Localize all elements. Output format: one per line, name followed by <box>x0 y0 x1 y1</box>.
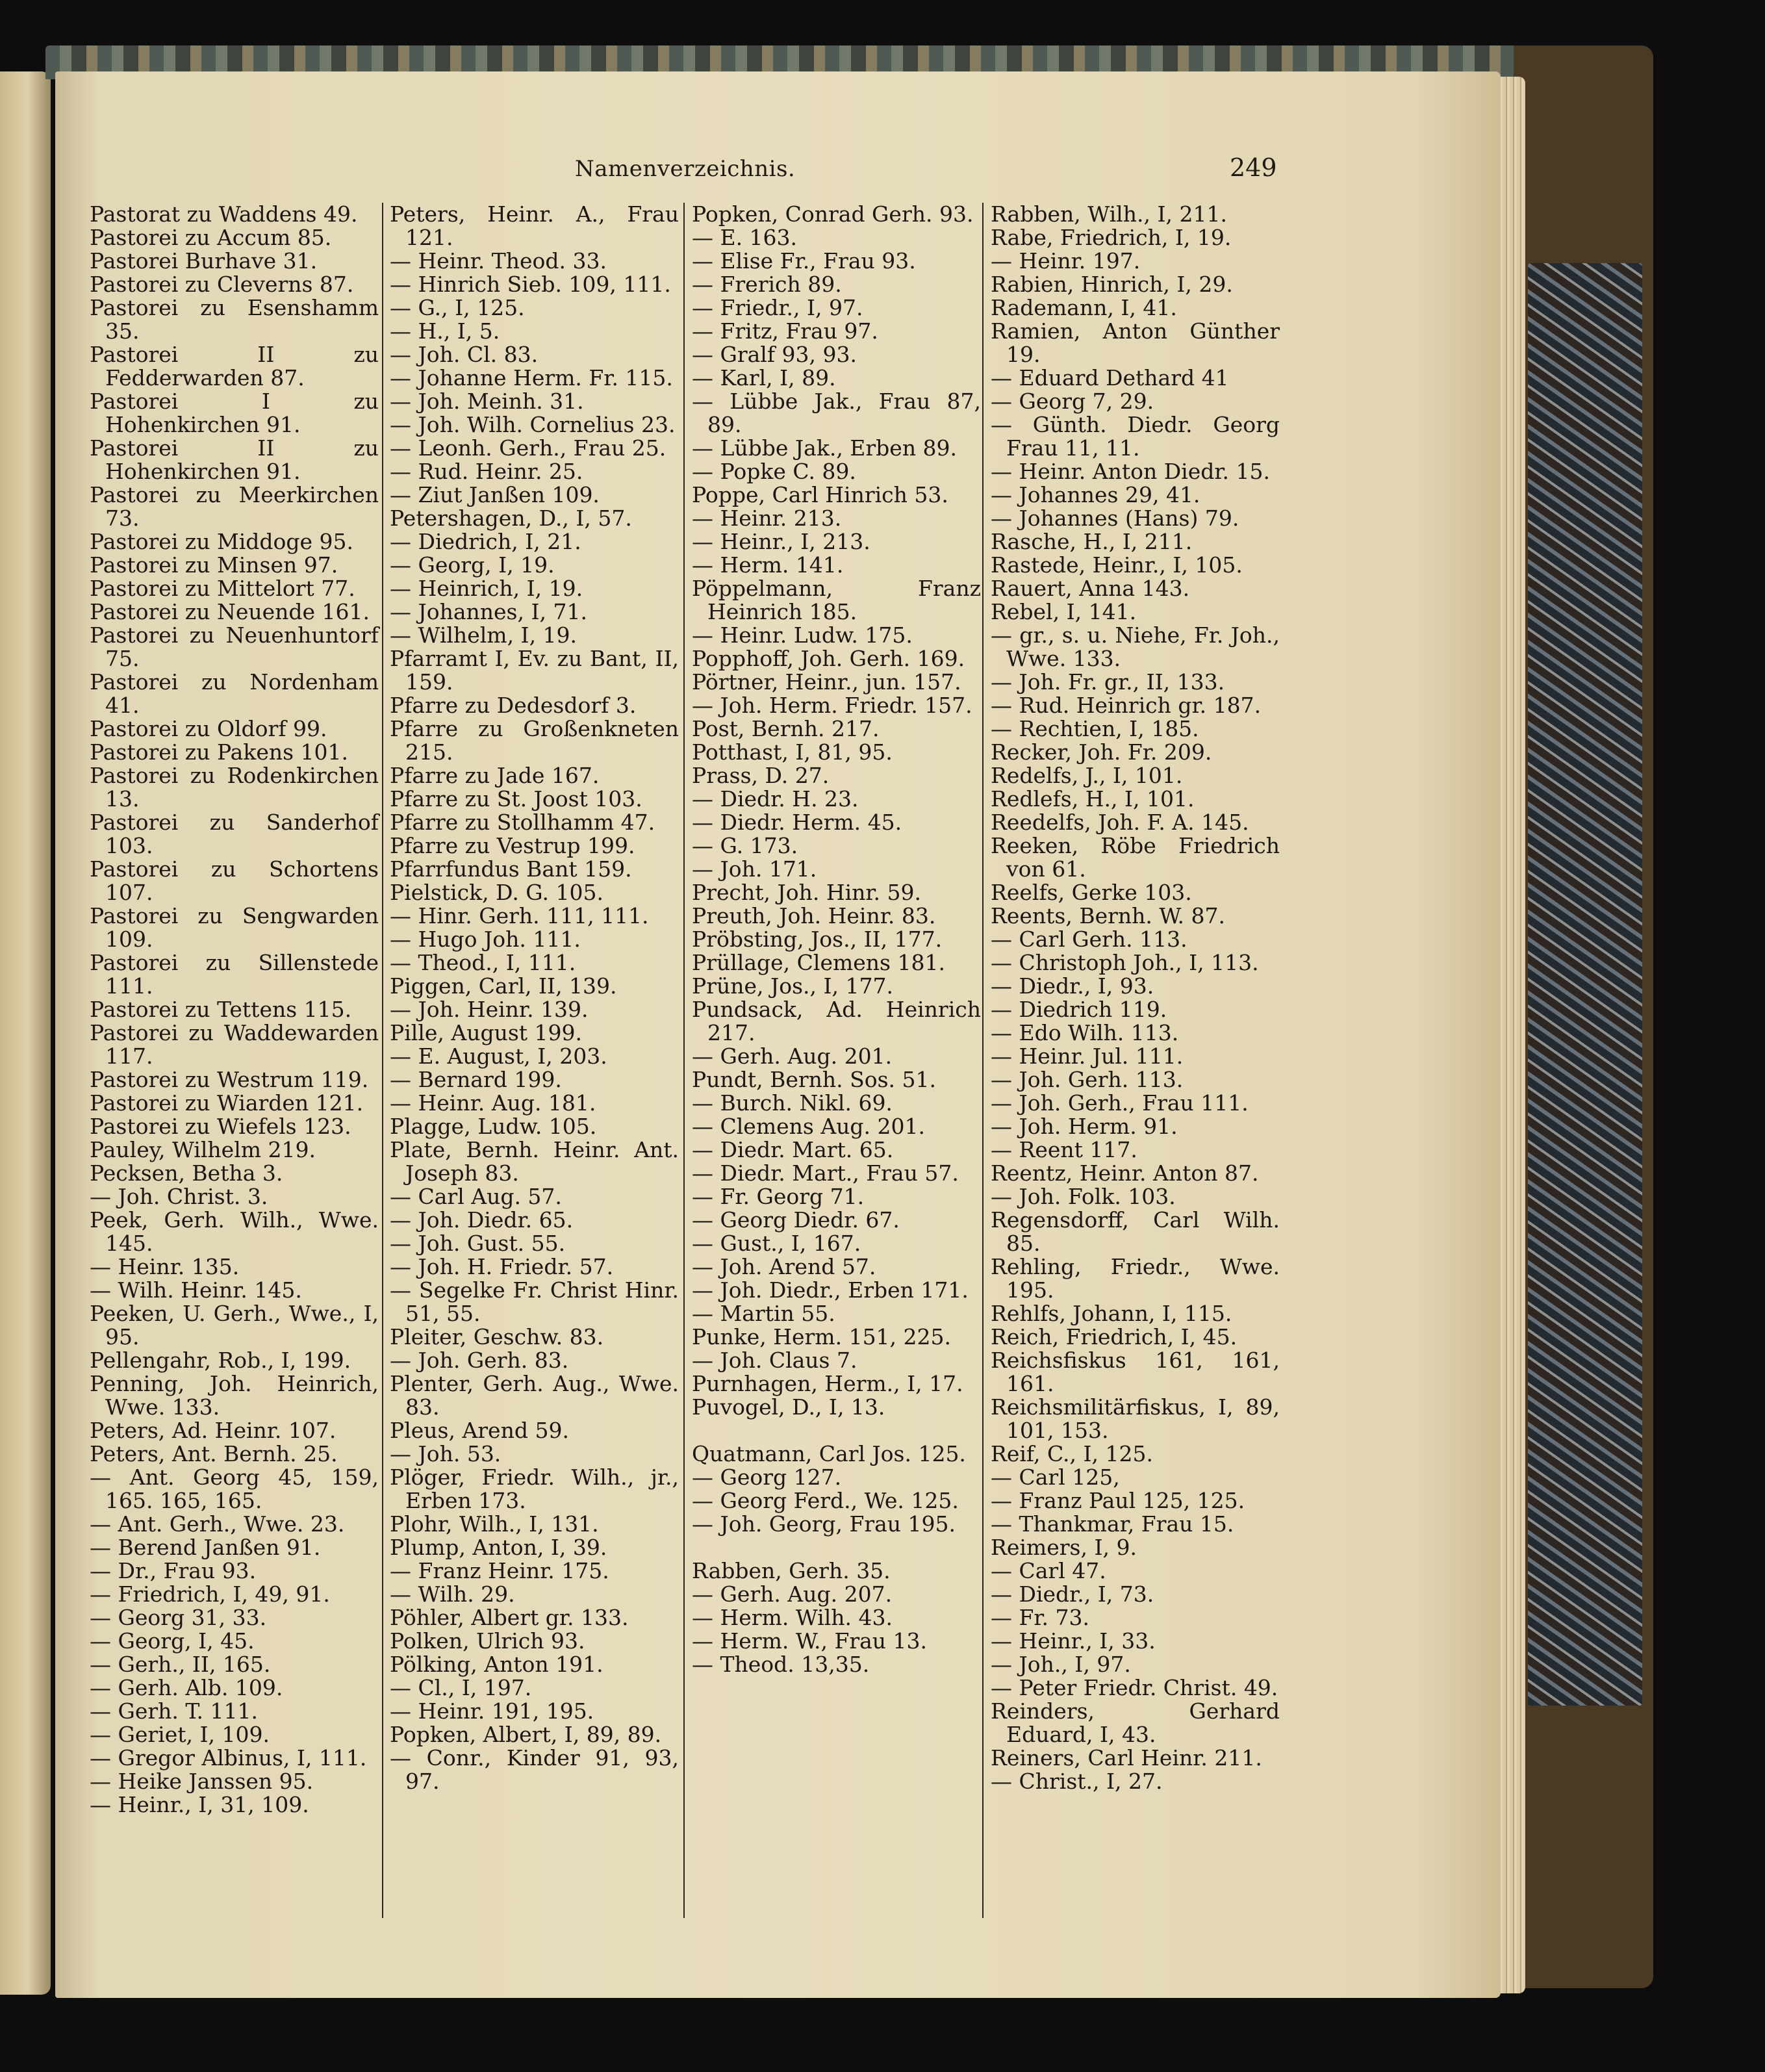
index-entry: — Heinr., I, 33. <box>991 1628 1156 1654</box>
index-entry: — Karl, I, 89. <box>692 365 836 390</box>
index-entry: — Elise Fr., Frau 93. <box>692 248 916 274</box>
index-entry: Rastede, Heinr., I, 105. <box>991 552 1243 578</box>
index-entry: — Joh. Georg, Frau 195. <box>692 1511 956 1537</box>
index-entry: Peters, Heinr. A., Frau 121. <box>390 201 679 250</box>
index-entry: Pastorei zu Mittelort 77. <box>90 576 355 601</box>
index-entry: Pöhler, Albert gr. 133. <box>390 1605 629 1630</box>
index-entry: — Burch. Nikl. 69. <box>692 1090 893 1116</box>
index-entry: — Carl 125, <box>991 1464 1120 1490</box>
index-entry: Pöppelmann, Franz Heinrich 185. <box>692 576 981 624</box>
index-entry: — Cl., I, 197. <box>390 1675 532 1700</box>
index-entry: Pröbsting, Jos., II, 177. <box>692 927 943 952</box>
index-entry: — H., I, 5. <box>390 318 500 344</box>
index-entry: Pastorei zu Westrum 119. <box>90 1067 369 1092</box>
index-entry: Rademann, I, 41. <box>991 295 1177 320</box>
index-entry: — Georg, I, 19. <box>390 552 555 578</box>
index-entry: — Joh. Cl. 83. <box>390 342 539 367</box>
index-entry: Potthast, I, 81, 95. <box>692 739 893 765</box>
index-entry: Popken, Conrad Gerh. 93. <box>692 201 974 227</box>
index-entry: — Joh. 171. <box>692 856 817 882</box>
index-entry: — E. 163. <box>692 225 798 250</box>
index-entry: Reedelfs, Joh. F. A. 145. <box>991 810 1249 835</box>
index-entry: Pastorei zu Waddewarden 117. <box>90 1020 379 1069</box>
index-entry: — Berend Janßen 91. <box>90 1535 321 1560</box>
index-entry: — Heinr. 213. <box>692 505 842 531</box>
index-entry: Prüllage, Clemens 181. <box>692 950 945 975</box>
index-entry: — Johannes 29, 41. <box>991 482 1200 507</box>
index-entry: — Peter Friedr. Christ. 49. <box>991 1675 1278 1700</box>
index-entry: — Diedr., I, 73. <box>991 1581 1154 1607</box>
index-entry: Pastorei zu Schortens 107. <box>90 856 379 905</box>
index-entry: Reichsfiskus 161, 161, 161. <box>991 1348 1280 1396</box>
index-entry: — Diedr. H. 23. <box>692 786 859 812</box>
index-entry: — Joh. Folk. 103. <box>991 1184 1176 1209</box>
index-entry: — Ant. Georg 45, 159, 165. 165, 165. <box>90 1464 379 1513</box>
index-entry: Reents, Bernh. W. 87. <box>991 903 1225 928</box>
index-entry: Pastorei zu Sengwarden 109. <box>90 903 379 952</box>
index-entry: — Diedr., I, 93. <box>991 973 1154 999</box>
index-entry: Pastorei zu Wiefels 123. <box>90 1114 351 1139</box>
index-entry: — Heinr. 135. <box>90 1254 240 1279</box>
index-entry: Pfarre zu Dedesdorf 3. <box>390 693 637 718</box>
index-entry: — Joh. Claus 7. <box>692 1348 857 1373</box>
index-entry: — Gerh. Aug. 207. <box>692 1581 893 1607</box>
page-number: 249 <box>1230 153 1277 182</box>
index-entry: — Lübbe Jak., Frau 87, 89. <box>692 389 981 437</box>
index-entry: — Conr., Kinder 91, 93, 97. <box>390 1745 679 1794</box>
index-entry: — Reent 117. <box>991 1137 1137 1162</box>
index-entry: Precht, Joh. Hinr. 59. <box>692 880 922 905</box>
index-entry: Rabien, Hinrich, I, 29. <box>991 272 1233 297</box>
index-entry: Pastorei zu Cleverns 87. <box>90 272 354 297</box>
index-entry: Pundt, Bernh. Sos. 51. <box>692 1067 936 1092</box>
index-entry: Ramien, Anton Günther 19. <box>991 318 1280 367</box>
index-entry: Penning, Joh. Heinrich, Wwe. 133. <box>90 1371 379 1420</box>
index-entry: Piggen, Carl, II, 139. <box>390 973 617 999</box>
index-entry: Polken, Ulrich 93. <box>390 1628 585 1654</box>
index-entry: — Gregor Albinus, I, 111. <box>90 1745 367 1771</box>
index-entry: — Eduard Dethard 41 <box>991 365 1229 390</box>
index-entry: Reif, C., I, 125. <box>991 1441 1153 1466</box>
index-entry: — Heinr. Aug. 181. <box>390 1090 596 1116</box>
index-entry: — Heinr. Jul. 111. <box>991 1043 1184 1069</box>
index-entry: Pastorei zu Wiarden 121. <box>90 1090 364 1116</box>
index-entry: — Friedrich, I, 49, 91. <box>90 1581 330 1607</box>
running-head <box>0 153 1765 195</box>
index-entry: — Herm. W., Frau 13. <box>692 1628 928 1654</box>
index-entry: — Georg 31, 33. <box>90 1605 267 1630</box>
index-entry: Pastorei I zu Hohenkirchen 91. <box>90 389 379 437</box>
index-entry: Rabben, Gerh. 35. <box>692 1558 891 1583</box>
index-entry: — Georg 127. <box>692 1464 842 1490</box>
index-entry: — Herm. 141. <box>692 552 844 578</box>
index-entry: Pecksen, Betha 3. <box>90 1160 283 1186</box>
index-entry: — Joh. Arend 57. <box>692 1254 876 1279</box>
index-entry: — Thankmar, Frau 15. <box>991 1511 1234 1537</box>
index-entry: — Clemens Aug. 201. <box>692 1114 925 1139</box>
index-entry: — Gust., I, 167. <box>692 1231 861 1256</box>
index-entry: — Joh. H. Friedr. 57. <box>390 1254 614 1279</box>
index-entry: Pfarramt I, Ev. zu Bant, II, 159. <box>390 646 679 695</box>
index-entry: — Joh. Christ. 3. <box>90 1184 268 1209</box>
index-entry: Plagge, Ludw. 105. <box>390 1114 597 1139</box>
index-entry: — Heinrich, I, 19. <box>390 576 583 601</box>
index-entry: Plohr, Wilh., I, 131. <box>390 1511 599 1537</box>
index-entry: Plate, Bernh. Heinr. Ant. Joseph 83. <box>390 1137 679 1186</box>
index-entry: Peters, Ant. Bernh. 25. <box>90 1441 338 1466</box>
index-entry: Pastorei zu Rodenkirchen 13. <box>90 763 379 812</box>
index-entry: Quatmann, Carl Jos. 125. <box>692 1441 966 1466</box>
index-entry: — Segelke Fr. Christ Hinr. 51, 55. <box>390 1277 679 1326</box>
marbled-cover-paper <box>1528 263 1642 1706</box>
index-entry: Rebel, I, 141. <box>991 599 1137 624</box>
index-entry: — Lübbe Jak., Erben 89. <box>692 435 958 461</box>
index-entry: — Heinr. Ludw. 175. <box>692 622 913 648</box>
index-entry: Pfarre zu Großenkneten 215. <box>390 716 679 765</box>
index-entry: — Georg Ferd., We. 125. <box>692 1488 959 1513</box>
index-entry: — Martin 55. <box>692 1301 835 1326</box>
index-entry: — Joh. Diedr. 65. <box>390 1207 574 1233</box>
index-entry: — G., I, 125. <box>390 295 525 320</box>
index-entry: Pastorei zu Nordenham 41. <box>90 669 379 718</box>
index-entry: — Diedrich 119. <box>991 997 1167 1022</box>
index-entry: Redelfs, J., I, 101. <box>991 763 1183 788</box>
index-entry: — Ant. Gerh., Wwe. 23. <box>90 1511 345 1537</box>
index-entry: — Popke C. 89. <box>692 459 856 484</box>
index-entry: — Carl Gerh. 113. <box>991 927 1187 952</box>
index-entry: Rehlfs, Johann, I, 115. <box>991 1301 1232 1326</box>
index-entry: Recker, Joh. Fr. 209. <box>991 739 1212 765</box>
index-entry: — Rechtien, I, 185. <box>991 716 1199 741</box>
index-entry: — Joh. Gerh., Frau 111. <box>991 1090 1249 1116</box>
index-entry: Popphoff, Joh. Gerh. 169. <box>692 646 965 671</box>
index-entry: Pastorei zu Accum 85. <box>90 225 332 250</box>
index-entry: — Gerh. Aug. 201. <box>692 1043 893 1069</box>
index-entry: — Christoph Joh., I, 113. <box>991 950 1259 975</box>
index-entry: Pielstick, D. G. 105. <box>390 880 603 905</box>
index-entry: Reimers, I, 9. <box>991 1535 1137 1560</box>
index-entry: — Herm. Wilh. 43. <box>692 1605 893 1630</box>
index-entry: — Geriet, I, 109. <box>90 1722 270 1747</box>
index-entry: Reich, Friedrich, I, 45. <box>991 1324 1238 1349</box>
index-entry: — Joh. Wilh. Cornelius 23. <box>390 412 676 437</box>
index-entry: Pastorei zu Sillenstede 111. <box>90 950 379 999</box>
index-entry: — Heinr., I, 213. <box>692 529 870 554</box>
index-entry: — Heinr., I, 31, 109. <box>90 1792 309 1817</box>
index-entry: Peeken, U. Gerh., Wwe., I, 95. <box>90 1301 379 1349</box>
index-entry: — Carl Aug. 57. <box>390 1184 562 1209</box>
index-entry: — Rud. Heinr. 25. <box>390 459 583 484</box>
index-entry: Rasche, H., I, 211. <box>991 529 1193 554</box>
index-entry: — Leonh. Gerh., Frau 25. <box>390 435 667 461</box>
index-entry: Pastorei zu Middoge 95. <box>90 529 354 554</box>
index-entry: — Hinr. Gerh. 111, 111. <box>390 903 649 928</box>
index-entry: — Franz Paul 125, 125. <box>991 1488 1245 1513</box>
index-entry: Pastorei zu Neuenhuntorf 75. <box>90 622 379 671</box>
index-column-4 <box>991 203 1280 1793</box>
index-entry: Pleiter, Geschw. 83. <box>390 1324 604 1349</box>
index-entry: — Joh. Herm. 91. <box>991 1114 1178 1139</box>
index-entry: Pfarrfundus Bant 159. <box>390 856 632 882</box>
index-entry: Pfarre zu Jade 167. <box>390 763 600 788</box>
index-entry: Pastorei Burhave 31. <box>90 248 318 274</box>
index-entry: — Carl 47. <box>991 1558 1106 1583</box>
index-entry: Pastorei zu Tettens 115. <box>90 997 352 1022</box>
index-entry: Petershagen, D., I, 57. <box>390 505 632 531</box>
index-entry: Post, Bernh. 217. <box>692 716 880 741</box>
index-entry: Pauley, Wilhelm 219. <box>90 1137 316 1162</box>
index-entry: Pastorei II zu Hohenkirchen 91. <box>90 435 379 484</box>
index-column-1 <box>90 203 379 1817</box>
index-entry: — Fr. Georg 71. <box>692 1184 865 1209</box>
index-entry: Puvogel, D., I, 13. <box>692 1394 885 1420</box>
index-entry: — Diedrich, I, 21. <box>390 529 581 554</box>
index-entry: — Hugo Joh. 111. <box>390 927 581 952</box>
index-entry: — Joh. 53. <box>390 1441 502 1466</box>
left-page-edge <box>0 71 51 1995</box>
index-entry: — Joh., I, 97. <box>991 1652 1131 1677</box>
index-entry: — Wilh. 29. <box>390 1581 515 1607</box>
index-entry: Pastorei zu Meerkirchen 73. <box>90 482 379 531</box>
index-entry: Plöger, Friedr. Wilh., jr., Erben 173. <box>390 1464 679 1513</box>
index-entry: Punke, Herm. 151, 225. <box>692 1324 952 1349</box>
index-entry: — Wilh. Heinr. 145. <box>90 1277 302 1303</box>
index-entry: Reelfs, Gerke 103. <box>991 880 1192 905</box>
index-entry: — Diedr. Mart., Frau 57. <box>692 1160 959 1186</box>
index-entry: Preuth, Joh. Heinr. 83. <box>692 903 936 928</box>
index-entry: Reeken, Röbe Friedrich von 61. <box>991 833 1280 882</box>
index-entry: — Joh. Meinh. 31. <box>390 389 584 414</box>
index-entry: — Joh. Heinr. 139. <box>390 997 589 1022</box>
index-entry: Poppe, Carl Hinrich 53. <box>692 482 948 507</box>
index-entry: Pellengahr, Rob., I, 199. <box>90 1348 351 1373</box>
index-entry: — Rud. Heinrich gr. 187. <box>991 693 1262 718</box>
index-entry: Pölking, Anton 191. <box>390 1652 603 1677</box>
index-entry: Pastorei zu Neuende 161. <box>90 599 370 624</box>
index-entry: Prass, D. 27. <box>692 763 830 788</box>
index-entry: Pille, August 199. <box>390 1020 583 1045</box>
index-entry: — Georg Diedr. 67. <box>692 1207 900 1233</box>
index-entry: Reinders, Gerhard Eduard, I, 43. <box>991 1698 1280 1747</box>
index-entry: Regensdorff, Carl Wilh. 85. <box>991 1207 1280 1256</box>
index-entry: — Edo Wilh. 113. <box>991 1020 1179 1045</box>
index-entry: — E. August, I, 203. <box>390 1043 607 1069</box>
index-entry: — Ziut Janßen 109. <box>390 482 600 507</box>
index-entry: — G. 173. <box>692 833 798 858</box>
index-column-3 <box>692 203 981 1676</box>
index-entry: — Gerh., II, 165. <box>90 1652 271 1677</box>
index-entry: Prüne, Jos., I, 177. <box>692 973 893 999</box>
index-entry: — Joh. Diedr., Erben 171. <box>692 1277 969 1303</box>
index-entry: Rehling, Friedr., Wwe. 195. <box>991 1254 1280 1303</box>
index-entry: Rabben, Wilh., I, 211. <box>991 201 1227 227</box>
index-entry: — Hinrich Sieb. 109, 111. <box>390 272 671 297</box>
index-entry: Rauert, Anna 143. <box>991 576 1190 601</box>
index-entry: — Wilhelm, I, 19. <box>390 622 578 648</box>
index-entry: Plenter, Gerh. Aug., Wwe. 83. <box>390 1371 679 1420</box>
index-entry: — Friedr., I, 97. <box>692 295 863 320</box>
index-entry: Peek, Gerh. Wilh., Wwe. 145. <box>90 1207 379 1256</box>
running-title: Namenverzeichnis. <box>575 156 796 182</box>
index-entry: — Georg, I, 45. <box>90 1628 255 1654</box>
index-entry: — Johannes (Hans) 79. <box>991 505 1239 531</box>
index-entry: — Dr., Frau 93. <box>90 1558 257 1583</box>
index-entry: — Christ., I, 27. <box>991 1769 1163 1794</box>
index-entry: — Johannes, I, 71. <box>390 599 587 624</box>
index-entry: Pastorat zu Waddens 49. <box>90 201 358 227</box>
index-entry: Rabe, Friedrich, I, 19. <box>991 225 1232 250</box>
index-entry: — Heinr. 191, 195. <box>390 1698 594 1724</box>
index-entry: — Heinr. Theod. 33. <box>390 248 607 274</box>
column-rule <box>982 203 984 1918</box>
index-entry: — Gerh. Alb. 109. <box>90 1675 283 1700</box>
index-entry: Pastorei II zu Fedderwarden 87. <box>90 342 379 390</box>
index-entry: Reentz, Heinr. Anton 87. <box>991 1160 1259 1186</box>
index-entry: — Heike Janssen 95. <box>90 1769 314 1794</box>
index-entry: — Georg 7, 29. <box>991 389 1154 414</box>
index-entry: — Franz Heinr. 175. <box>390 1558 609 1583</box>
index-entry: — Heinr. Anton Diedr. 15. <box>991 459 1270 484</box>
index-entry: Redlefs, H., I, 101. <box>991 786 1195 812</box>
index-column-2 <box>390 203 679 1793</box>
column-rule <box>382 203 383 1918</box>
index-entry: Reiners, Carl Heinr. 211. <box>991 1745 1262 1771</box>
index-entry: Pundsack, Ad. Heinrich 217. <box>692 997 981 1045</box>
index-entry: — Joh. Herm. Friedr. 157. <box>692 693 972 718</box>
index-entry: Pfarre zu St. Joost 103. <box>390 786 642 812</box>
index-entry: — Gralf 93, 93. <box>692 342 857 367</box>
index-entry: Pastorei zu Esenshamm 35. <box>90 295 379 344</box>
index-entry: Pleus, Arend 59. <box>390 1418 569 1443</box>
index-entry: Pastorei zu Oldorf 99. <box>90 716 327 741</box>
index-entry: Popken, Albert, I, 89, 89. <box>390 1722 662 1747</box>
index-entry: — Joh. Fr. gr., II, 133. <box>991 669 1225 695</box>
index-entry: Pörtner, Heinr., jun. 157. <box>692 669 961 695</box>
index-entry: Pfarre zu Vestrup 199. <box>390 833 635 858</box>
index-entry: Pfarre zu Stollhamm 47. <box>390 810 655 835</box>
column-rule <box>683 203 685 1918</box>
index-entry: Pastorei zu Pakens 101. <box>90 739 349 765</box>
index-entry: Pastorei zu Minsen 97. <box>90 552 338 578</box>
index-entry: — Gerh. T. 111. <box>90 1698 259 1724</box>
index-entry: Purnhagen, Herm., I, 17. <box>692 1371 963 1396</box>
index-entry: Reichsmilitärfiskus, I, 89, 101, 153. <box>991 1394 1280 1443</box>
index-entry: — Frerich 89. <box>692 272 842 297</box>
index-entry: Peters, Ad. Heinr. 107. <box>90 1418 336 1443</box>
index-entry: — gr., s. u. Niehe, Fr. Joh., Wwe. 133. <box>991 622 1280 671</box>
index-entry: — Günth. Diedr. Georg Frau 11, 11. <box>991 412 1280 461</box>
index-entry: Pastorei zu Sanderhof 103. <box>90 810 379 858</box>
index-entry: — Joh. Gust. 55. <box>390 1231 566 1256</box>
index-entry: — Joh. Gerh. 83. <box>390 1348 569 1373</box>
index-entry: — Fr. 73. <box>991 1605 1089 1630</box>
index-entry: — Heinr. 197. <box>991 248 1141 274</box>
index-entry: — Joh. Gerh. 113. <box>991 1067 1184 1092</box>
index-entry: — Bernard 199. <box>390 1067 562 1092</box>
index-entry: — Johanne Herm. Fr. 115. <box>390 365 673 390</box>
index-entry: — Diedr. Mart. 65. <box>692 1137 894 1162</box>
index-entry: — Theod. 13,35. <box>692 1652 870 1677</box>
index-entry: Plump, Anton, I, 39. <box>390 1535 607 1560</box>
index-entry: — Theod., I, 111. <box>390 950 576 975</box>
index-entry: — Fritz, Frau 97. <box>692 318 878 344</box>
index-entry: — Diedr. Herm. 45. <box>692 810 902 835</box>
